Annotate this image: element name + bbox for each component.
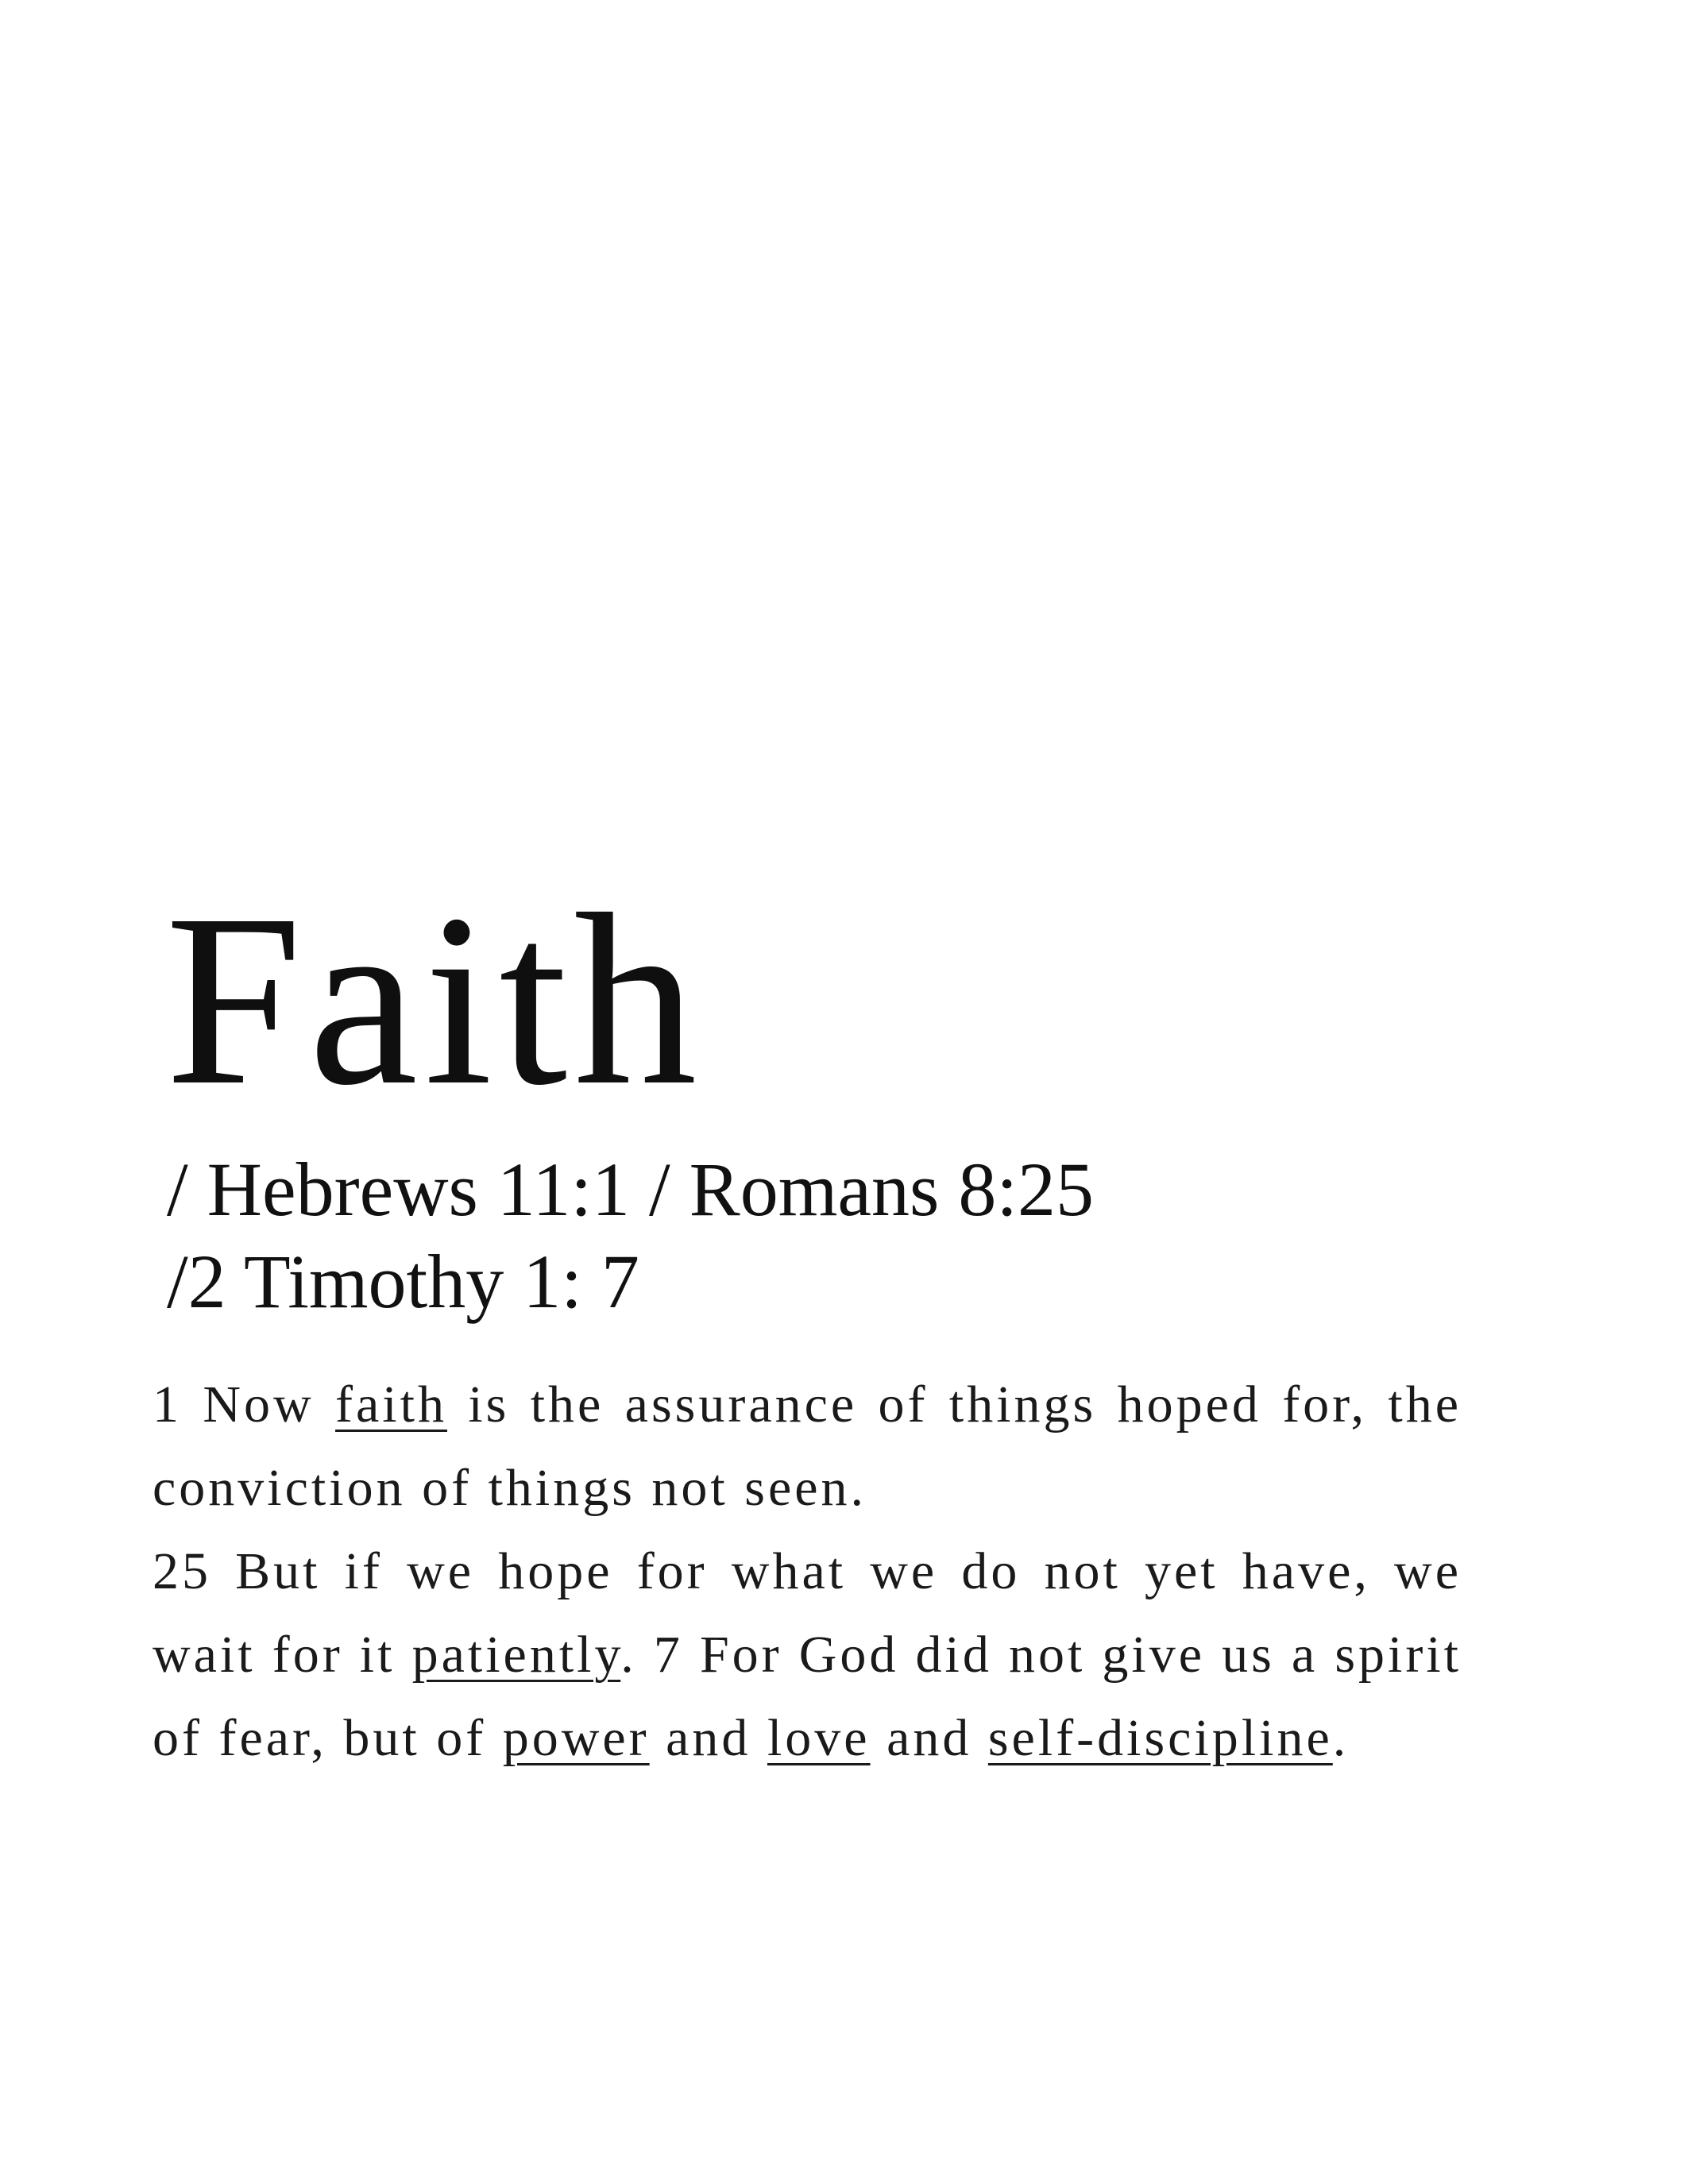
underlined-word-self-discipline: self-discipline [987, 1709, 1333, 1767]
verse-1-text-b: is the assurance of things hoped for, the conviction of things not seen. [153, 1376, 1462, 1517]
verse-1-text-a: Now [182, 1376, 336, 1433]
verse-7-text-b: and [649, 1709, 767, 1767]
page-title: Faith [165, 864, 704, 1136]
verse-7-text-a: For God did not give us a spirit of fear, but of [153, 1626, 1462, 1767]
reference-line-1: / Hebrews 11:1 / Romans 8:25 [167, 1147, 1094, 1232]
verse-number-25: 25 [153, 1542, 211, 1600]
verse-7-text-c: and [870, 1709, 988, 1767]
underlined-word-faith: faith [335, 1376, 447, 1433]
verse-25-text-b: . [620, 1626, 654, 1684]
verse-7-text-d: . [1332, 1709, 1350, 1767]
verse-25-text-a: But if we hope for what we do not yet have, we wait for it [153, 1542, 1462, 1684]
underlined-word-love: love [767, 1709, 871, 1767]
verse-number-1: 1 [153, 1376, 182, 1433]
scripture-references [167, 1144, 1438, 1328]
verse-text [153, 1363, 1462, 1780]
reference-line-2: /2 Timothy 1: 7 [167, 1239, 639, 1324]
verse-number-7: 7 [653, 1626, 683, 1684]
underlined-word-power: power [502, 1709, 650, 1767]
underlined-word-patiently: patiently [411, 1626, 621, 1684]
